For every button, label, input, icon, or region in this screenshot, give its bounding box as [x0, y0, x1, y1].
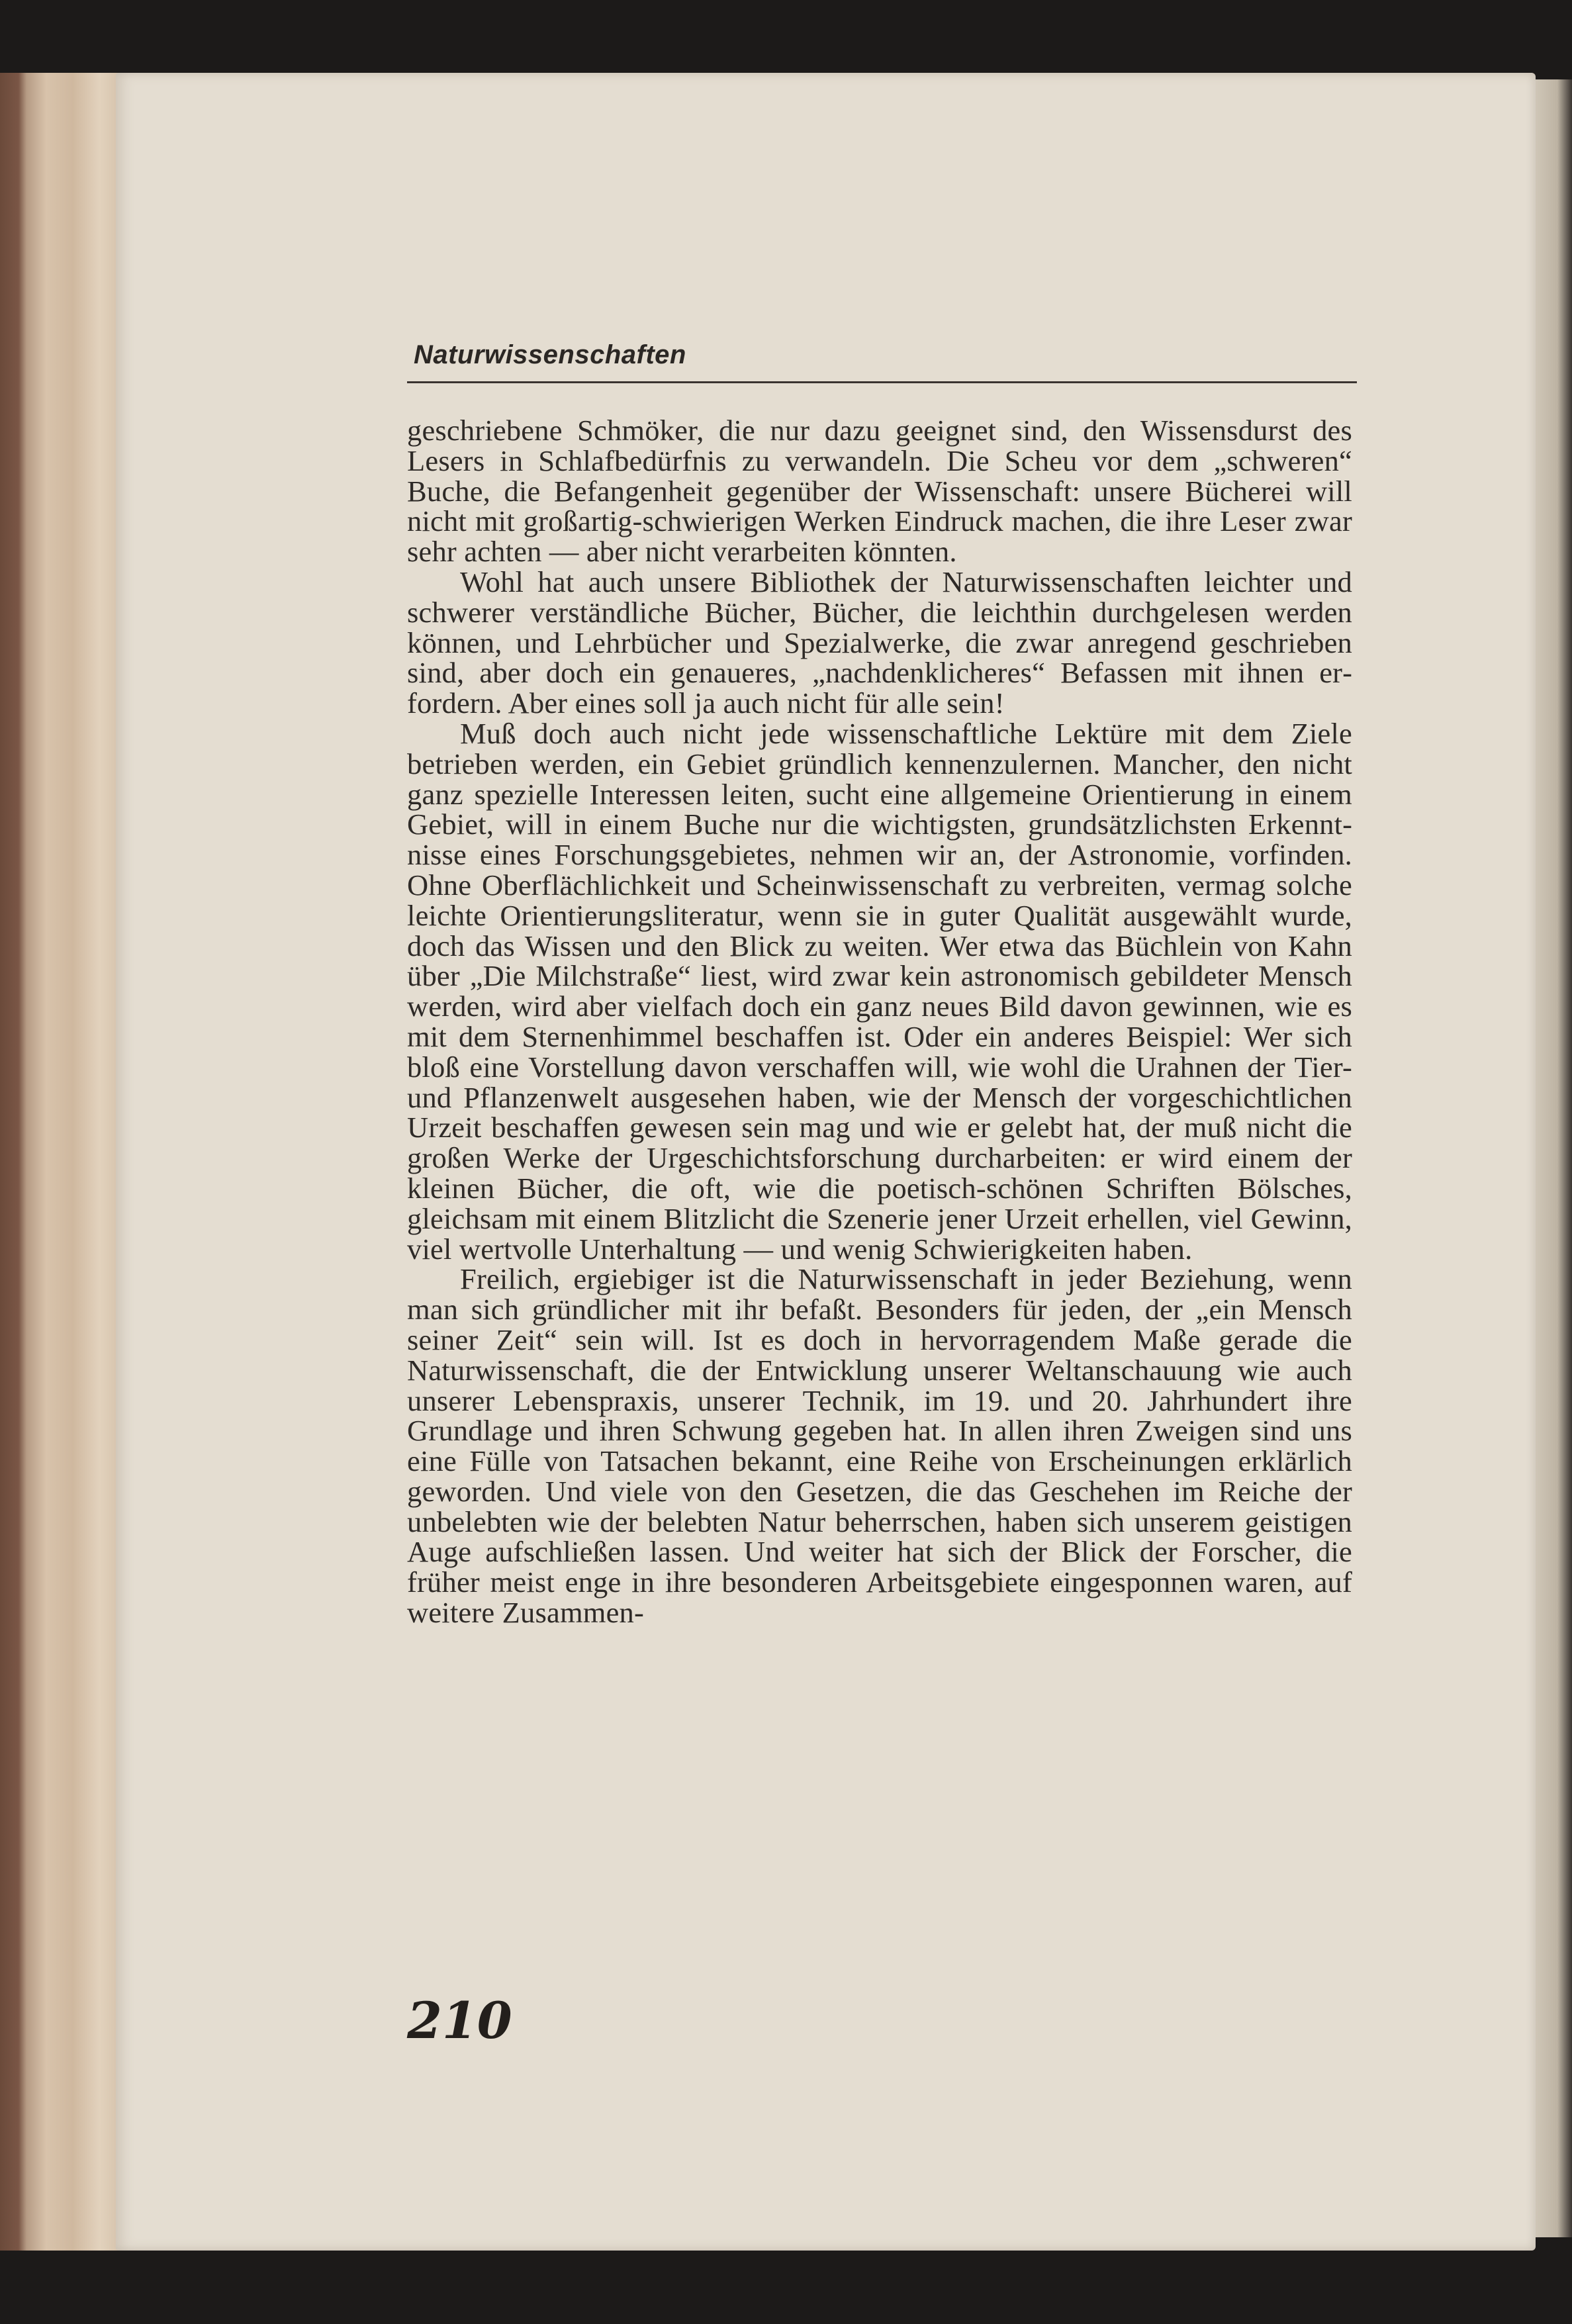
header-rule [407, 381, 1357, 383]
running-header-title: Naturwissenschaften [414, 340, 686, 369]
paragraph: Muß doch auch nicht jede wissenschaftliche Lektüre mit dem Ziele betrieben werden, ein Gebiet gründlich kennenzulernen. Mancher, den nicht ganz spezielle Interessen leiten, sucht eine allgemeine Orientierung in einem Gebiet, will in einem Buche nur die wichtigsten, grundsätzlichsten Erkenntnisse eines Forschungsgebietes, nehmen wir an, der Astronomie, vorfinden. Ohne Oberflächlichkeit und Scheinwissenschaft zu verbreiten, vermag solche leichte Orientierungsliteratur, wenn sie in guter Qualität ausgewählt wurde, doch das Wissen und den Blick zu weiten. Wer etwa das Büchlein von Kahn über „Die Milchstraße“ liest, wird zwar kein astronomisch gebildeter Mensch werden, wird aber vielfach doch ein ganz neues Bild davon gewinnen, wie es mit dem Sternenhimmel beschaffen ist. Oder ein anderes Beispiel: Wer sich bloß eine Vorstellung davon verschaffen will, wie wohl die Urahnen der Tier- und Pflanzenwelt ausgesehen haben, wie der Mensch der vorgeschichtlichen Urzeit beschaffen gewesen sein mag und wie er gelebt hat, der muß nicht die großen Werke der Urgeschichtsforschung durcharbeiten: er wird einem der kleinen Bücher, die oft, wie die poetisch-schönen Schriften Bölsches, gleichsam mit einem Blitzlicht die Szenerie jener Urzeit erhellen, viel Gewinn, viel wertvolle Unterhaltung — und wenig Schwierigkeiten haben. [407, 716, 1352, 1266]
book-page-edges [0, 73, 132, 2251]
paragraph: Freilich, ergiebiger ist die Naturwissenschaft in jeder Beziehung, wenn man sich gründlicher mit ihr befaßt. Besonders für jeden, der „ein Mensch seiner Zeit“ sein will. Ist es doch in hervorragendem Maße gerade die Naturwissenschaft, die der Entwicklung unserer Weltanschauung wie auch unserer Lebenspraxis, unserer Technik, im 19. und 20. Jahrhundert ihre Grundlage und ihren Schwung gegeben hat. In allen ihren Zweigen sind uns eine Fülle von Tatsachen bekannt, eine Reihe von Erscheinungen erklärlich geworden. Und viele von den Gesetzen, die das Geschehen im Reiche der unbelebten wie der belebten Natur beherrschen, haben sich unserem geistigen Auge aufschließen lassen. Und weiter hat sich der Blick der Forscher, die früher meist enge in ihre besonderen Arbeitsgebiete eingesponnen waren, auf weitere Zusammen- [407, 1262, 1352, 1630]
body-text [407, 416, 1352, 1628]
paragraph: Wohl hat auch unsere Bibliothek der Naturwissenschaften leichter und schwerer verständliche Bücher, Bücher, die leichthin durchgelesen werden können, und Lehrbücher und Spezialwerke, die zwar anregend geschrieben sind, aber doch ein genaueres, „nachdenklicheres“ Befassen mit ihnen erfordern. Aber eines soll ja auch nicht für alle sein! [407, 565, 1352, 720]
running-header [407, 338, 1357, 384]
page-number: 210 [407, 1991, 512, 2050]
facing-page-edge [1536, 79, 1572, 2237]
paragraph: geschriebene Schmöker, die nur dazu geeignet sind, den Wissensdurst des Lesers in Schlafbedürfnis zu verwandeln. Die Scheu vor dem „schweren“ Buche, die Befangenheit gegenüber der Wissenschaft: unsere Bücherei will nicht mit großartig-schwierigen Werken Eindruck machen, die ihre Leser zwar sehr achten — aber nicht verarbeiten könnten. [407, 414, 1352, 569]
